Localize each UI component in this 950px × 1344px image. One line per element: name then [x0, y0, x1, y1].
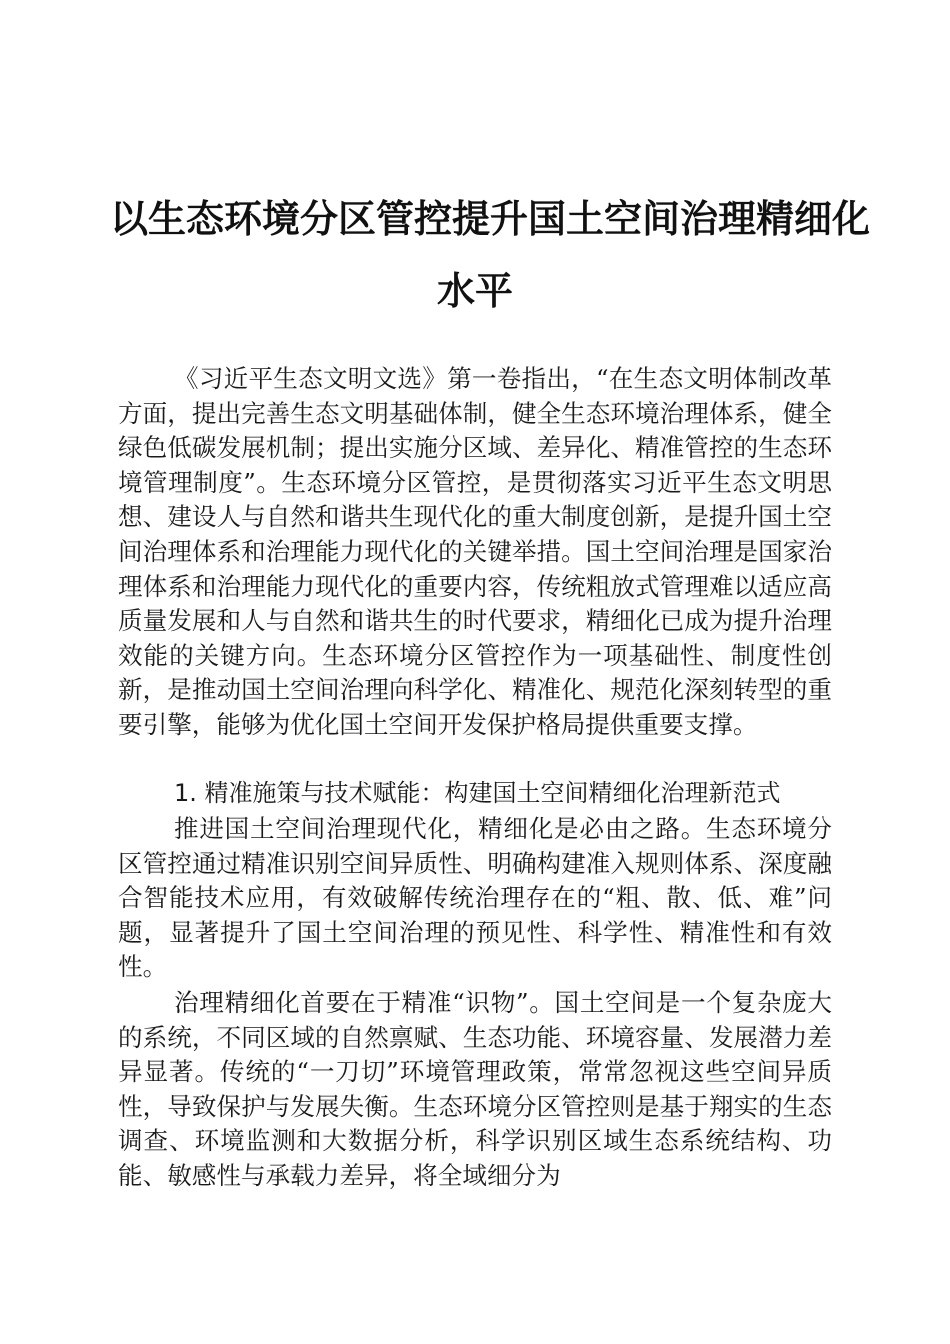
- document-title-line-1: 以生态环境分区管控提升国土空间治理精细化: [110, 196, 871, 241]
- section-heading: 1. 精准施策与技术赋能：构建国土空间精细化治理新范式: [174, 779, 781, 807]
- intro-paragraph: 《习近平生态文明文选》第一卷指出，“在生态文明体制改革方面，提出完善生态文明基础体制，健全生态环境治理体系，健全绿色低碳发展机制；提出实施分区域、差异化、精准管控的生态环境管理制度”。生态环境分区管控，是贯彻落实习近平生态文明思想、建设人与自然和谐共生现代化的重大制度创新，是提升国土空间治理体系和治理能力现代化的关键举措。国土空间治理是国家治理体系和治理能力现代化的重要内容，传统粗放式管理难以适应高质量发展和人与自然和谐共生的时代要求，精细化已成为提升治理效能的关键方向。生态环境分区管控作为一项基础性、制度性创新，是推动国土空间治理向科学化、精准化、规范化深刻转型的重要引擎，能够为优化国土空间开发保护格局提供重要支撑。: [118, 364, 832, 739]
- section-paragraph-2: 治理精细化首要在于精准“识物”。国土空间是一个复杂庞大的系统，不同区域的自然禀赋、生态功能、环境容量、发展潜力差异显著。传统的“一刀切”环境管理政策，常常忽视这些空间异质性，导致保护与发展失衡。生态环境分区管控则是基于翔实的生态调查、环境监测和大数据分析，科学识别区域生态系统结构、功能、敏感性与承载力差异，将全域细分为: [118, 988, 832, 1190]
- document-title-line-2: 水平: [436, 268, 513, 313]
- section-paragraph-1: 推进国土空间治理现代化，精细化是必由之路。生态环境分区管控通过精准识别空间异质性、明确构建准入规则体系、深度融合智能技术应用，有效破解传统治理存在的“粗、散、低、难”问题，显著提升了国土空间治理的预见性、科学性、精准性和有效性。: [118, 814, 832, 982]
